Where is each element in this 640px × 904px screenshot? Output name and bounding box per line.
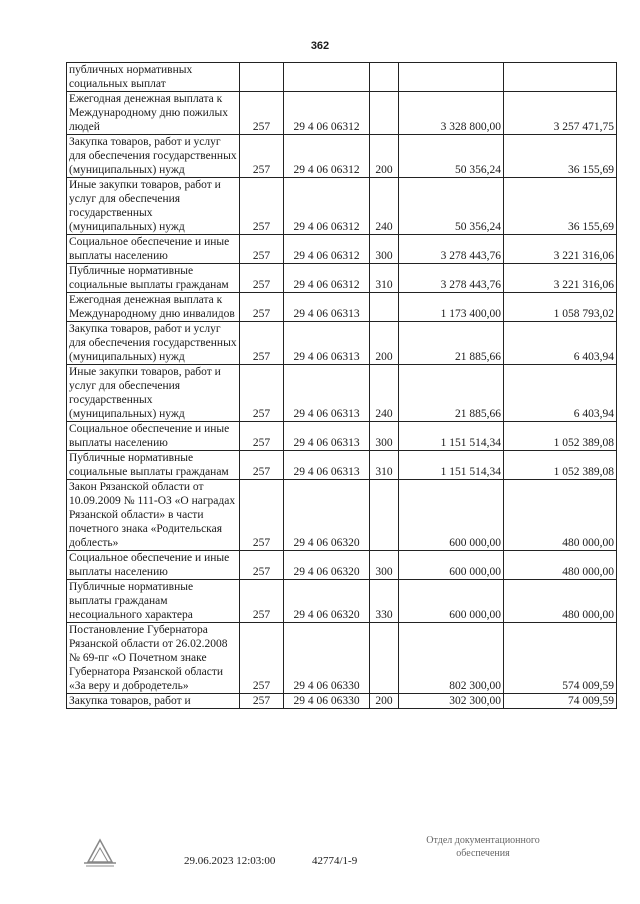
row-actual-amount xyxy=(504,63,617,92)
row-actual-amount: 36 155,69 xyxy=(504,135,617,178)
row-description: Закупка товаров, работ и услуг для обеспечения государственных (муниципальных) нужд xyxy=(67,135,240,178)
row-expense-type xyxy=(370,623,399,694)
row-chapter-code: 257 xyxy=(240,264,284,293)
row-planned-amount: 1 173 400,00 xyxy=(399,293,504,322)
row-planned-amount: 600 000,00 xyxy=(399,580,504,623)
row-planned-amount xyxy=(399,63,504,92)
row-expense-type xyxy=(370,293,399,322)
row-chapter-code xyxy=(240,63,284,92)
row-target-code: 29 4 06 06320 xyxy=(284,480,370,551)
table-row xyxy=(67,422,617,451)
table-row xyxy=(67,264,617,293)
row-chapter-code: 257 xyxy=(240,422,284,451)
row-actual-amount: 480 000,00 xyxy=(504,551,617,580)
row-description: Закупка товаров, работ и услуг для обеспечения государственных (муниципальных) нужд xyxy=(67,322,240,365)
row-chapter-code: 257 xyxy=(240,480,284,551)
row-planned-amount: 1 151 514,34 xyxy=(399,451,504,480)
table-row xyxy=(67,135,617,178)
row-chapter-code: 257 xyxy=(240,365,284,422)
table-row xyxy=(67,480,617,551)
row-planned-amount: 50 356,24 xyxy=(399,178,504,235)
row-description: Ежегодная денежная выплата к Международному дню пожилых людей xyxy=(67,92,240,135)
table-row xyxy=(67,451,617,480)
table-row xyxy=(67,178,617,235)
row-target-code: 29 4 06 06313 xyxy=(284,322,370,365)
row-description: Публичные нормативные социальные выплаты гражданам xyxy=(67,451,240,480)
table-row xyxy=(67,235,617,264)
row-planned-amount: 3 278 443,76 xyxy=(399,235,504,264)
row-planned-amount: 3 278 443,76 xyxy=(399,264,504,293)
row-expense-type: 200 xyxy=(370,135,399,178)
row-actual-amount: 6 403,94 xyxy=(504,365,617,422)
row-expense-type: 240 xyxy=(370,365,399,422)
row-expense-type: 200 xyxy=(370,694,399,709)
row-target-code: 29 4 06 06320 xyxy=(284,551,370,580)
row-target-code: 29 4 06 06330 xyxy=(284,694,370,709)
table-row xyxy=(67,322,617,365)
row-actual-amount: 480 000,00 xyxy=(504,480,617,551)
row-expense-type: 200 xyxy=(370,322,399,365)
row-actual-amount: 74 009,59 xyxy=(504,694,617,709)
row-expense-type: 300 xyxy=(370,422,399,451)
row-actual-amount: 6 403,94 xyxy=(504,322,617,365)
department-stamp xyxy=(408,834,558,860)
row-actual-amount: 480 000,00 xyxy=(504,580,617,623)
row-chapter-code: 257 xyxy=(240,694,284,709)
row-planned-amount: 802 300,00 xyxy=(399,623,504,694)
row-target-code: 29 4 06 06312 xyxy=(284,235,370,264)
table-row xyxy=(67,694,617,709)
row-planned-amount: 21 885,66 xyxy=(399,322,504,365)
table-row xyxy=(67,92,617,135)
row-target-code: 29 4 06 06312 xyxy=(284,135,370,178)
row-description: Социальное обеспечение и иные выплаты населению xyxy=(67,422,240,451)
row-description: Иные закупки товаров, работ и услуг для обеспечения государственных (муниципальных) нужд xyxy=(67,178,240,235)
row-description: публичных нормативных социальных выплат xyxy=(67,63,240,92)
row-target-code: 29 4 06 06312 xyxy=(284,178,370,235)
row-planned-amount: 1 151 514,34 xyxy=(399,422,504,451)
row-description: Закон Рязанской области от 10.09.2009 № 111-ОЗ «О наградах Рязанской области» в части почетного знака «Родительская доблесть» xyxy=(67,480,240,551)
row-expense-type: 310 xyxy=(370,264,399,293)
row-target-code: 29 4 06 06312 xyxy=(284,264,370,293)
row-chapter-code: 257 xyxy=(240,92,284,135)
row-planned-amount: 600 000,00 xyxy=(399,480,504,551)
row-planned-amount: 21 885,66 xyxy=(399,365,504,422)
row-expense-type xyxy=(370,63,399,92)
row-description: Социальное обеспечение и иные выплаты населению xyxy=(67,235,240,264)
row-chapter-code: 257 xyxy=(240,235,284,264)
row-target-code xyxy=(284,63,370,92)
row-actual-amount: 3 257 471,75 xyxy=(504,92,617,135)
row-actual-amount: 36 155,69 xyxy=(504,178,617,235)
stamp-line-1: Отдел документационного xyxy=(426,835,540,846)
row-target-code: 29 4 06 06313 xyxy=(284,422,370,451)
row-expense-type: 240 xyxy=(370,178,399,235)
row-description: Публичные нормативные выплаты гражданам несоциального характера xyxy=(67,580,240,623)
row-expense-type xyxy=(370,92,399,135)
row-actual-amount: 1 058 793,02 xyxy=(504,293,617,322)
table-row xyxy=(67,63,617,92)
row-expense-type: 300 xyxy=(370,551,399,580)
row-expense-type: 330 xyxy=(370,580,399,623)
row-chapter-code: 257 xyxy=(240,580,284,623)
page-number: 362 xyxy=(310,40,330,52)
row-description: Иные закупки товаров, работ и услуг для обеспечения государственных (муниципальных) нужд xyxy=(67,365,240,422)
row-actual-amount: 3 221 316,06 xyxy=(504,235,617,264)
table-row xyxy=(67,293,617,322)
row-actual-amount: 1 052 389,08 xyxy=(504,422,617,451)
row-planned-amount: 50 356,24 xyxy=(399,135,504,178)
row-actual-amount: 574 009,59 xyxy=(504,623,617,694)
table-row xyxy=(67,551,617,580)
row-chapter-code: 257 xyxy=(240,178,284,235)
row-chapter-code: 257 xyxy=(240,451,284,480)
row-planned-amount: 302 300,00 xyxy=(399,694,504,709)
row-planned-amount: 3 328 800,00 xyxy=(399,92,504,135)
row-expense-type xyxy=(370,480,399,551)
row-chapter-code: 257 xyxy=(240,322,284,365)
table-row xyxy=(67,365,617,422)
row-target-code: 29 4 06 06330 xyxy=(284,623,370,694)
row-target-code: 29 4 06 06313 xyxy=(284,365,370,422)
row-description: Закупка товаров, работ и xyxy=(67,694,240,709)
row-chapter-code: 257 xyxy=(240,135,284,178)
row-description: Публичные нормативные социальные выплаты гражданам xyxy=(67,264,240,293)
table-row xyxy=(67,623,617,694)
footer-date: 29.06.2023 12:03:00 xyxy=(184,855,276,867)
row-expense-type: 310 xyxy=(370,451,399,480)
row-target-code: 29 4 06 06312 xyxy=(284,92,370,135)
stamp-line-2: обеспечения xyxy=(456,848,510,859)
row-expense-type: 300 xyxy=(370,235,399,264)
row-target-code: 29 4 06 06313 xyxy=(284,451,370,480)
row-chapter-code: 257 xyxy=(240,293,284,322)
row-description: Социальное обеспечение и иные выплаты населению xyxy=(67,551,240,580)
budget-table-body xyxy=(67,63,617,709)
row-description: Постановление Губернатора Рязанской области от 26.02.2008 № 69-пг «О Почетном знаке Губернатора Рязанской области «За веру и добродетель» xyxy=(67,623,240,694)
row-actual-amount: 1 052 389,08 xyxy=(504,451,617,480)
row-target-code: 29 4 06 06313 xyxy=(284,293,370,322)
table-row xyxy=(67,580,617,623)
row-target-code: 29 4 06 06320 xyxy=(284,580,370,623)
footer-doc-number: 42774/1-9 xyxy=(312,855,358,867)
budget-table xyxy=(66,62,617,709)
row-actual-amount: 3 221 316,06 xyxy=(504,264,617,293)
row-chapter-code: 257 xyxy=(240,551,284,580)
row-description: Ежегодная денежная выплата к Международному дню инвалидов xyxy=(67,293,240,322)
row-chapter-code: 257 xyxy=(240,623,284,694)
emblem-icon xyxy=(80,832,120,868)
row-planned-amount: 600 000,00 xyxy=(399,551,504,580)
